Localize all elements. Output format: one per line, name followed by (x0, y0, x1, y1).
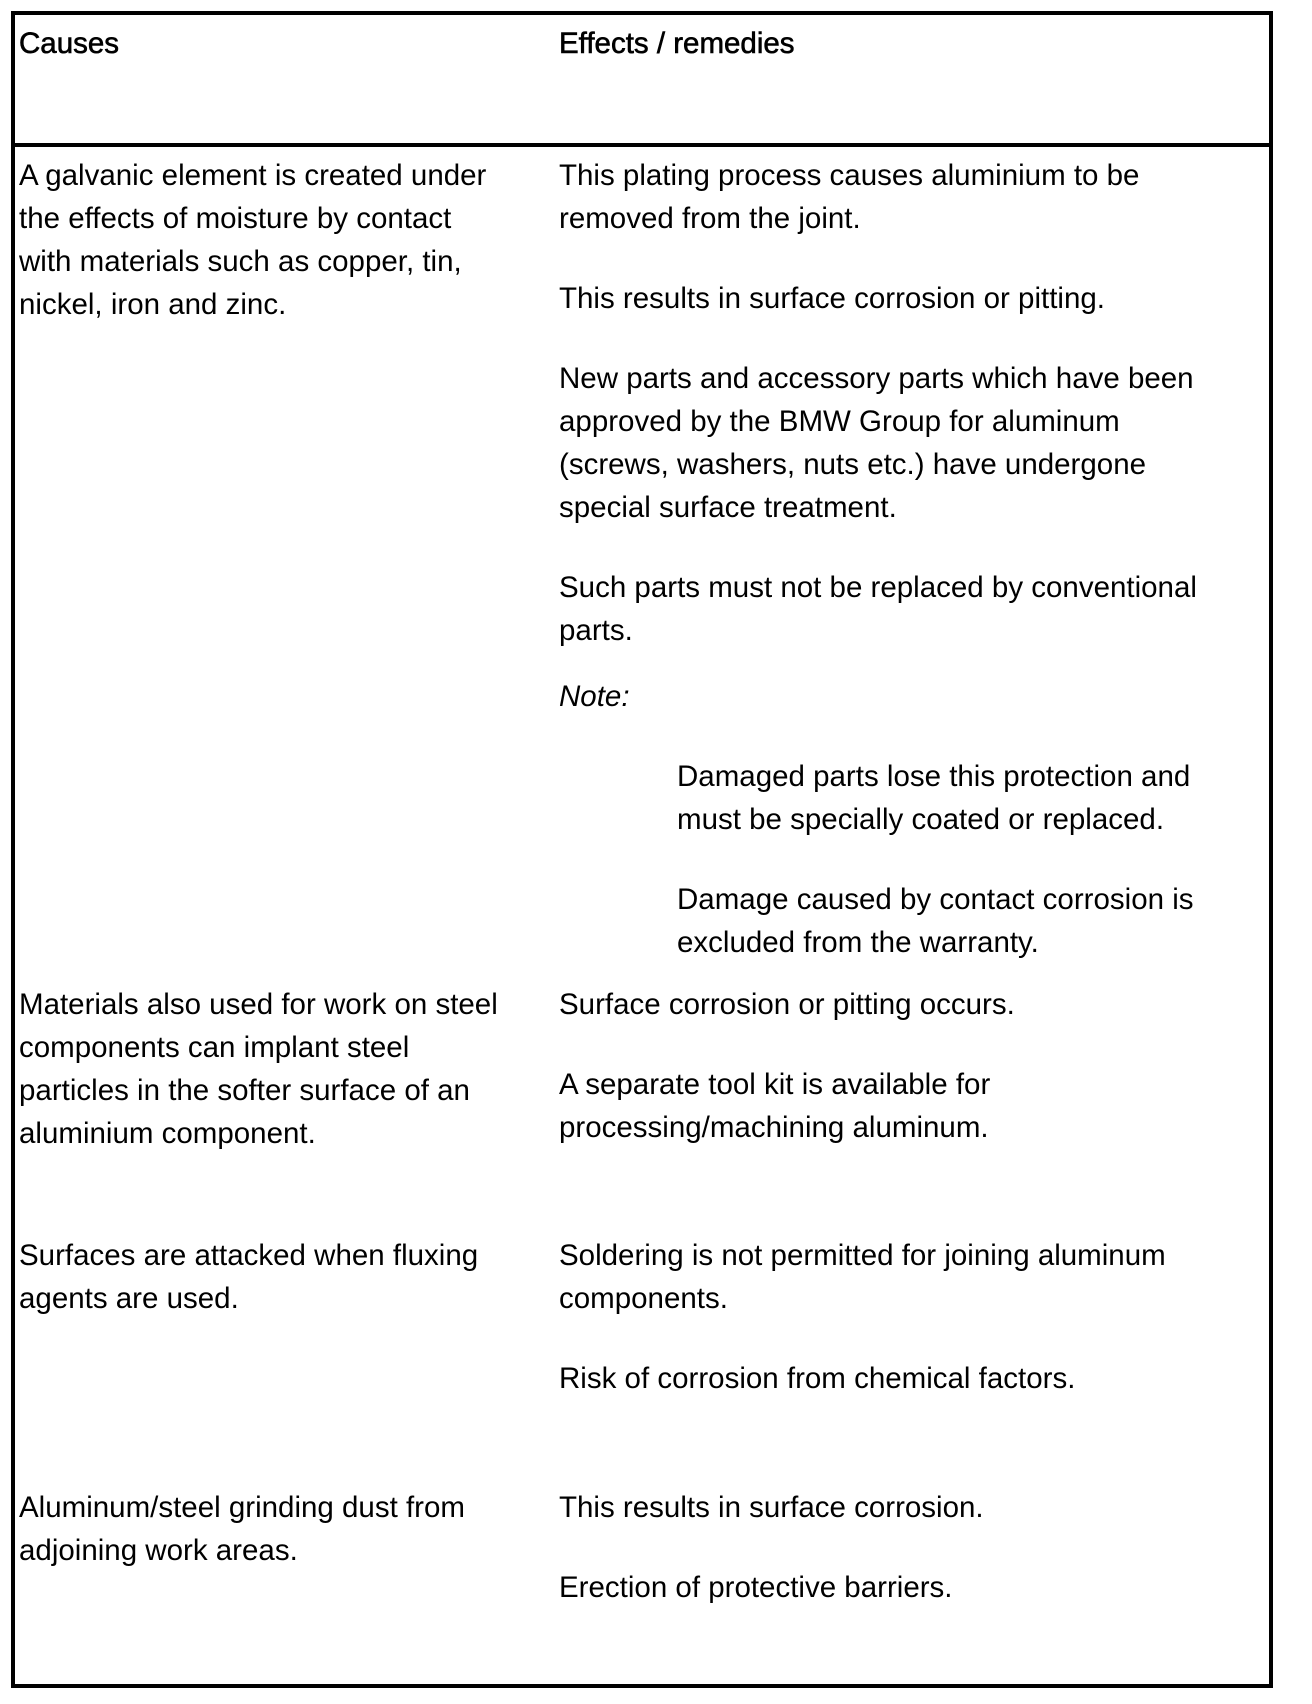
effect-line: A separate tool kit is available for (559, 1068, 991, 1101)
effect-line: Surface corrosion or pitting occurs. (559, 988, 1015, 1021)
cause-line: nickel, iron and zinc. (19, 288, 287, 321)
effect-line: Risk of corrosion from chemical factors. (559, 1362, 1076, 1395)
effect-line: parts. (559, 614, 633, 647)
cause-line: aluminium component. (19, 1117, 316, 1150)
cause-line: particles in the softer surface of an (19, 1074, 470, 1107)
effect-line: special surface treatment. (559, 491, 897, 524)
cause-line: A galvanic element is created under (19, 159, 487, 192)
effect-line: Erection of protective barriers. (559, 1571, 953, 1604)
effect-line: removed from the joint. (559, 202, 861, 235)
note-label: Note: (559, 680, 630, 713)
header-divider (15, 143, 1269, 147)
cause-line: with materials such as copper, tin, (19, 245, 462, 278)
effect-line: New parts and accessory parts which have been (559, 362, 1194, 395)
header-causes: Causes (19, 27, 120, 60)
effect-line: Such parts must not be replaced by conventional (559, 571, 1197, 604)
cause-line: Surfaces are attacked when fluxing (19, 1239, 479, 1272)
effect-line: This results in surface corrosion or pitting. (559, 282, 1105, 315)
effect-line: This plating process causes aluminium to be (559, 159, 1140, 192)
effect-line: This results in surface corrosion. (559, 1491, 984, 1524)
cause-line: Aluminum/steel grinding dust from (19, 1491, 465, 1524)
cause-line: components can implant steel (19, 1031, 410, 1064)
effect-line: processing/machining aluminum. (559, 1111, 989, 1144)
cause-line: agents are used. (19, 1282, 239, 1315)
cause-line: Materials also used for work on steel (19, 988, 498, 1021)
effect-line: Soldering is not permitted for joining aluminum (559, 1239, 1166, 1272)
effect-line: approved by the BMW Group for aluminum (559, 405, 1120, 438)
note-line: excluded from the warranty. (677, 926, 1039, 959)
table-frame (11, 11, 1273, 1688)
note-line: must be specially coated or replaced. (677, 803, 1165, 836)
header-effects: Effects / remedies (559, 27, 795, 60)
note-line: Damage caused by contact corrosion is (677, 883, 1194, 916)
cause-line: adjoining work areas. (19, 1534, 298, 1567)
cause-line: the effects of moisture by contact (19, 202, 452, 235)
effect-line: (screws, washers, nuts etc.) have undergone (559, 448, 1147, 481)
note-line: Damaged parts lose this protection and (677, 760, 1191, 793)
effect-line: components. (559, 1282, 728, 1315)
